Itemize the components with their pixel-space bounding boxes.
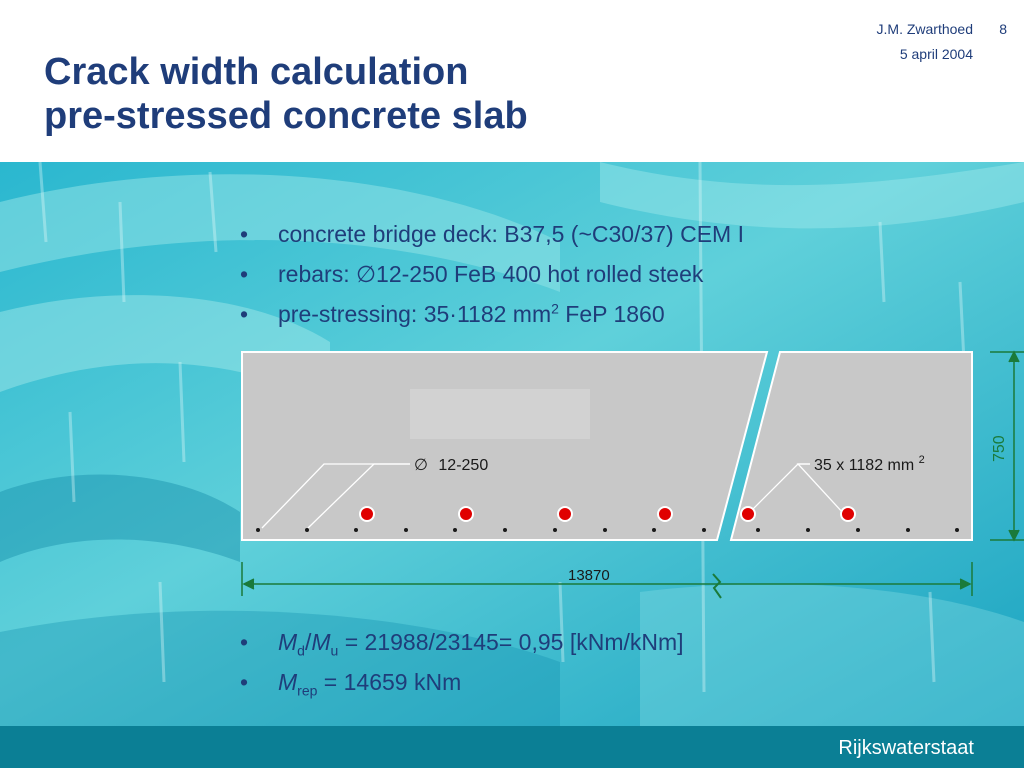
rebar-dot <box>603 528 607 532</box>
brand-logo-text: Rijkswaterstaat <box>838 737 974 759</box>
rebar-dot <box>652 528 656 532</box>
title-line-2: pre-stressed concrete slab <box>44 95 528 137</box>
subscript-u: u <box>330 642 339 659</box>
rebar-dot <box>806 528 810 532</box>
bullet-marker: • <box>240 221 249 247</box>
svg-text:∅ 12-250 <box>414 457 488 474</box>
tendon <box>459 507 473 521</box>
footer-bar <box>0 726 1024 768</box>
rebar-dot <box>354 528 358 532</box>
rebar-dot <box>856 528 860 532</box>
slide-title <box>44 50 528 138</box>
width-dimension-label: 13870 <box>568 567 610 584</box>
tendon <box>841 507 855 521</box>
moment-symbol: M <box>278 629 298 655</box>
bullet-list-top <box>240 214 1000 334</box>
bullet-marker: • <box>240 261 249 287</box>
rebar-dot <box>553 528 557 532</box>
ratio-value: = 21988/23145= 0,95 [kNm/kNm] <box>338 629 684 655</box>
subscript-rep: rep <box>297 682 318 699</box>
bullet-marker: • <box>240 669 249 695</box>
rebar-dot <box>955 528 959 532</box>
diameter-symbol: ∅ <box>355 261 377 287</box>
rebar-label: 12-250 <box>438 457 489 474</box>
bullet-moment-rep <box>240 662 1000 702</box>
rebar-dot <box>305 528 309 532</box>
slide-header <box>0 0 1024 162</box>
height-dimension-label: 750 <box>991 435 1008 462</box>
bullet-text: concrete bridge deck: B37,5 (~C30/37) CEM I <box>278 221 744 247</box>
moment-symbol: M <box>278 669 298 695</box>
moment-value: = 14659 kNm <box>317 669 462 695</box>
title-line-1: Crack width calculation <box>44 51 469 93</box>
bullet-concrete <box>240 214 1000 254</box>
slab-left <box>242 352 767 540</box>
prestress-label: 35 x 1182 mm <box>814 457 915 474</box>
rebar-dot <box>756 528 760 532</box>
bullet-prefix: pre-stressing: 35·1182 mm <box>278 301 552 327</box>
page-number: 8 <box>999 21 1007 37</box>
moment-symbol: M <box>311 629 331 655</box>
svg-text:35 x 1182 mm 2 <box>814 454 925 474</box>
superscript: 2 <box>551 300 559 317</box>
rebar-dot <box>404 528 408 532</box>
slash: / <box>304 629 312 655</box>
tendon <box>360 507 374 521</box>
slab-highlight <box>410 389 590 439</box>
rebar-dot <box>702 528 706 532</box>
rebar-dot <box>503 528 507 532</box>
bullet-moment-ratio <box>240 622 1000 662</box>
author: J.M. Zwarthoed <box>876 21 973 37</box>
tendon <box>658 507 672 521</box>
tendon <box>558 507 572 521</box>
bullet-text: FeP 1860 <box>558 301 665 327</box>
bullet-prestressing <box>240 294 1000 334</box>
subscript-d: d <box>297 642 305 659</box>
bullet-list-bottom <box>240 622 1000 702</box>
bullet-marker: • <box>240 629 249 655</box>
bullet-rebars <box>240 254 1000 294</box>
tendon <box>741 507 755 521</box>
rebar-dot <box>906 528 910 532</box>
bullet-prefix: rebars: <box>278 261 356 287</box>
prestress-superscript: 2 <box>918 454 925 466</box>
rebar-dot <box>256 528 260 532</box>
bullet-marker: • <box>240 301 249 327</box>
slab-cross-section-diagram <box>238 344 1024 609</box>
date: 5 april 2004 <box>899 46 973 62</box>
bullet-text: 12-250 FeB 400 hot rolled steek <box>376 261 704 287</box>
rebar-diameter-symbol: ∅ <box>414 457 428 474</box>
rebar-dot <box>453 528 457 532</box>
